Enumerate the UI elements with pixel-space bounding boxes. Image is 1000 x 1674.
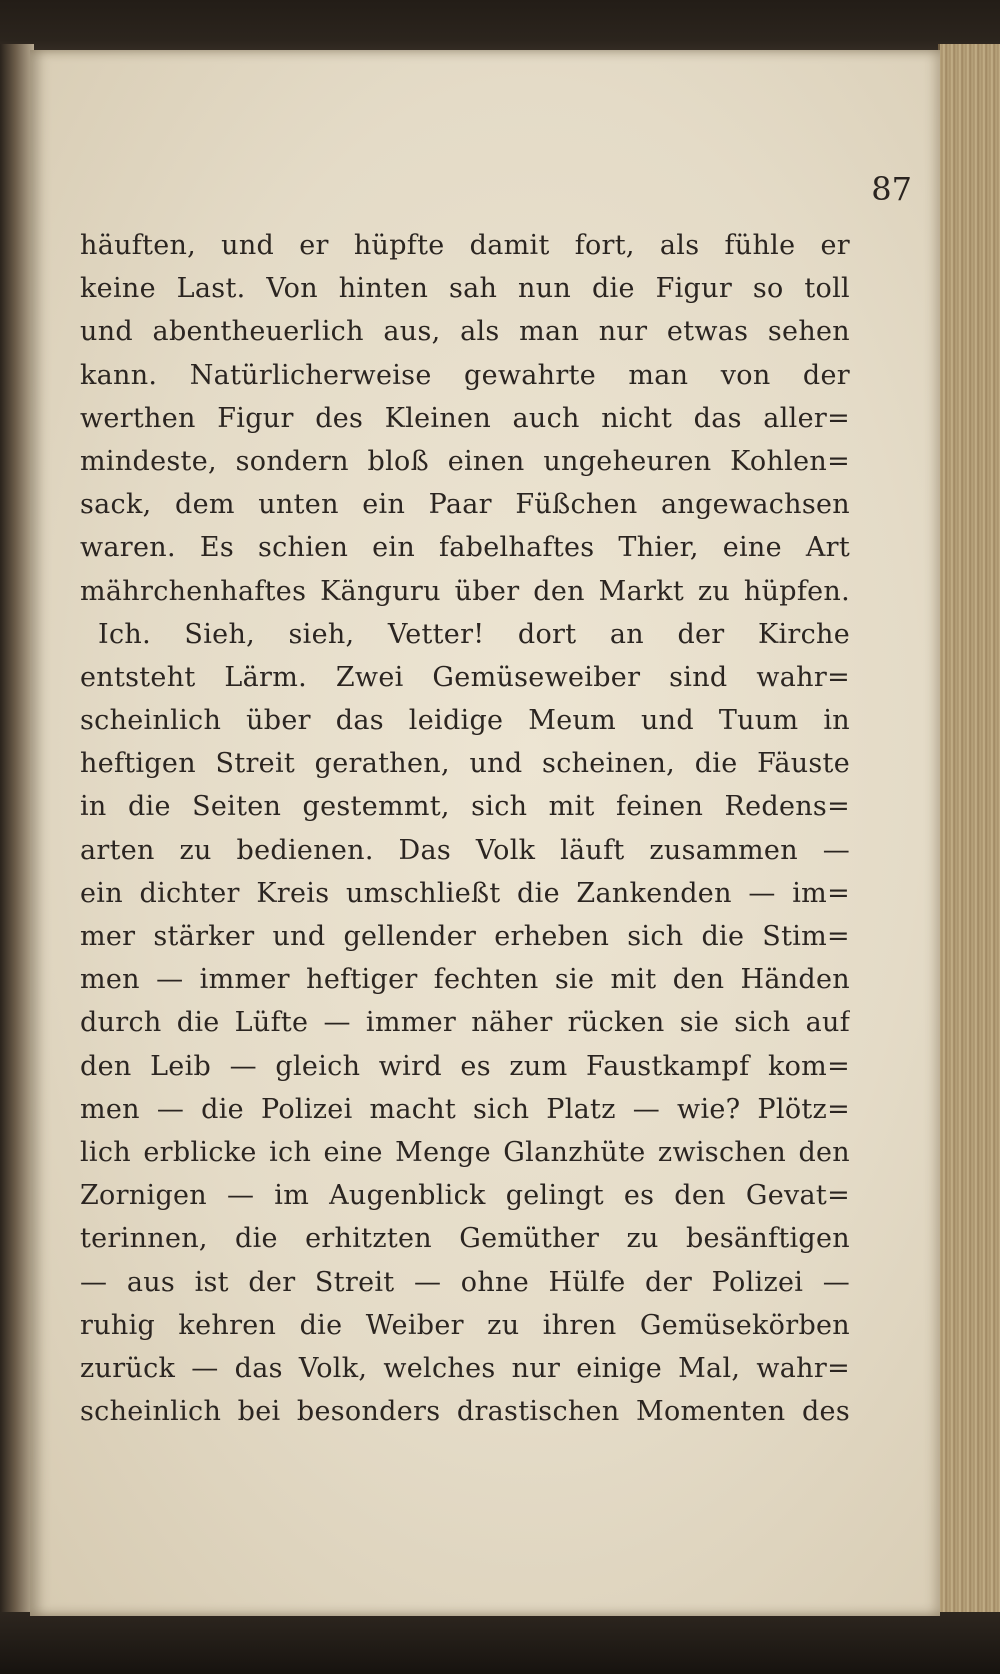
text-line: sack, dem unten ein Paar Füßchen angewachsen	[80, 489, 850, 521]
text-line: häuften, und er hüpfte damit fort, als fühle er	[80, 230, 850, 261]
text-line: waren. Es schien ein fabelhaftes Thier, eine Art	[80, 532, 850, 564]
text-line: arten zu bedienen. Das Volk läuft zusammen —	[80, 834, 850, 866]
text-line: — aus ist der Streit — ohne Hülfe der Polizei —	[80, 1266, 850, 1298]
page-number: 87	[871, 170, 912, 208]
text-line: heftigen Streit gerathen, und scheinen, die Fäuste	[80, 748, 850, 780]
text-line: den Leib — gleich wird es zum Faustkampf kom=	[80, 1050, 850, 1082]
text-line: mährchenhaftes Känguru über den Markt zu hüpfen.	[80, 575, 850, 607]
book-bottom-edge	[0, 1612, 1000, 1674]
book-gutter	[0, 44, 34, 1614]
page-edges	[938, 44, 1000, 1614]
text-line: werthen Figur des Kleinen auch nicht das aller=	[80, 402, 850, 434]
text-line: entsteht Lärm. Zwei Gemüseweiber sind wahr=	[80, 661, 850, 693]
text-line: ruhig kehren die Weiber zu ihren Gemüsekörben	[80, 1309, 850, 1341]
text-line: durch die Lüfte — immer näher rücken sie sich auf	[80, 1007, 850, 1039]
text-line-paragraph-start: Ich. Sieh, sieh, Vetter! dort an der Kirche	[98, 618, 850, 650]
text-line: zurück — das Volk, welches nur einige Mal, wahr=	[80, 1352, 850, 1384]
text-line: ein dichter Kreis umschließt die Zankenden — im=	[80, 877, 850, 909]
text-line: men — immer heftiger fechten sie mit den Händen	[80, 964, 850, 996]
text-line: men — die Polizei macht sich Platz — wie? Plötz=	[80, 1093, 850, 1125]
text-line: scheinlich bei besonders drastischen Momenten des	[80, 1396, 850, 1428]
text-line: mindeste, sondern bloß einen ungeheuren Kohlen=	[80, 445, 850, 477]
text-line: kann. Natürlicherweise gewahrte man von der	[80, 359, 850, 391]
text-line: keine Last. Von hinten sah nun die Figur so toll	[80, 273, 850, 305]
text-line: terinnen, die erhitzten Gemüther zu besänftigen	[80, 1223, 850, 1255]
text-line: scheinlich über das leidige Meum und Tuum in	[80, 705, 850, 737]
text-line: Zornigen — im Augenblick gelingt es den Gevat=	[80, 1180, 850, 1212]
text-line: in die Seiten gestemmt, sich mit feinen Redens=	[80, 791, 850, 823]
text-line: und abentheuerlich aus, als man nur etwas sehen	[80, 316, 850, 348]
text-line: lich erblicke ich eine Menge Glanzhüte zwischen den	[80, 1136, 850, 1168]
page-text-block	[80, 224, 850, 1433]
text-line: mer stärker und gellender erheben sich die Stim=	[80, 921, 850, 952]
